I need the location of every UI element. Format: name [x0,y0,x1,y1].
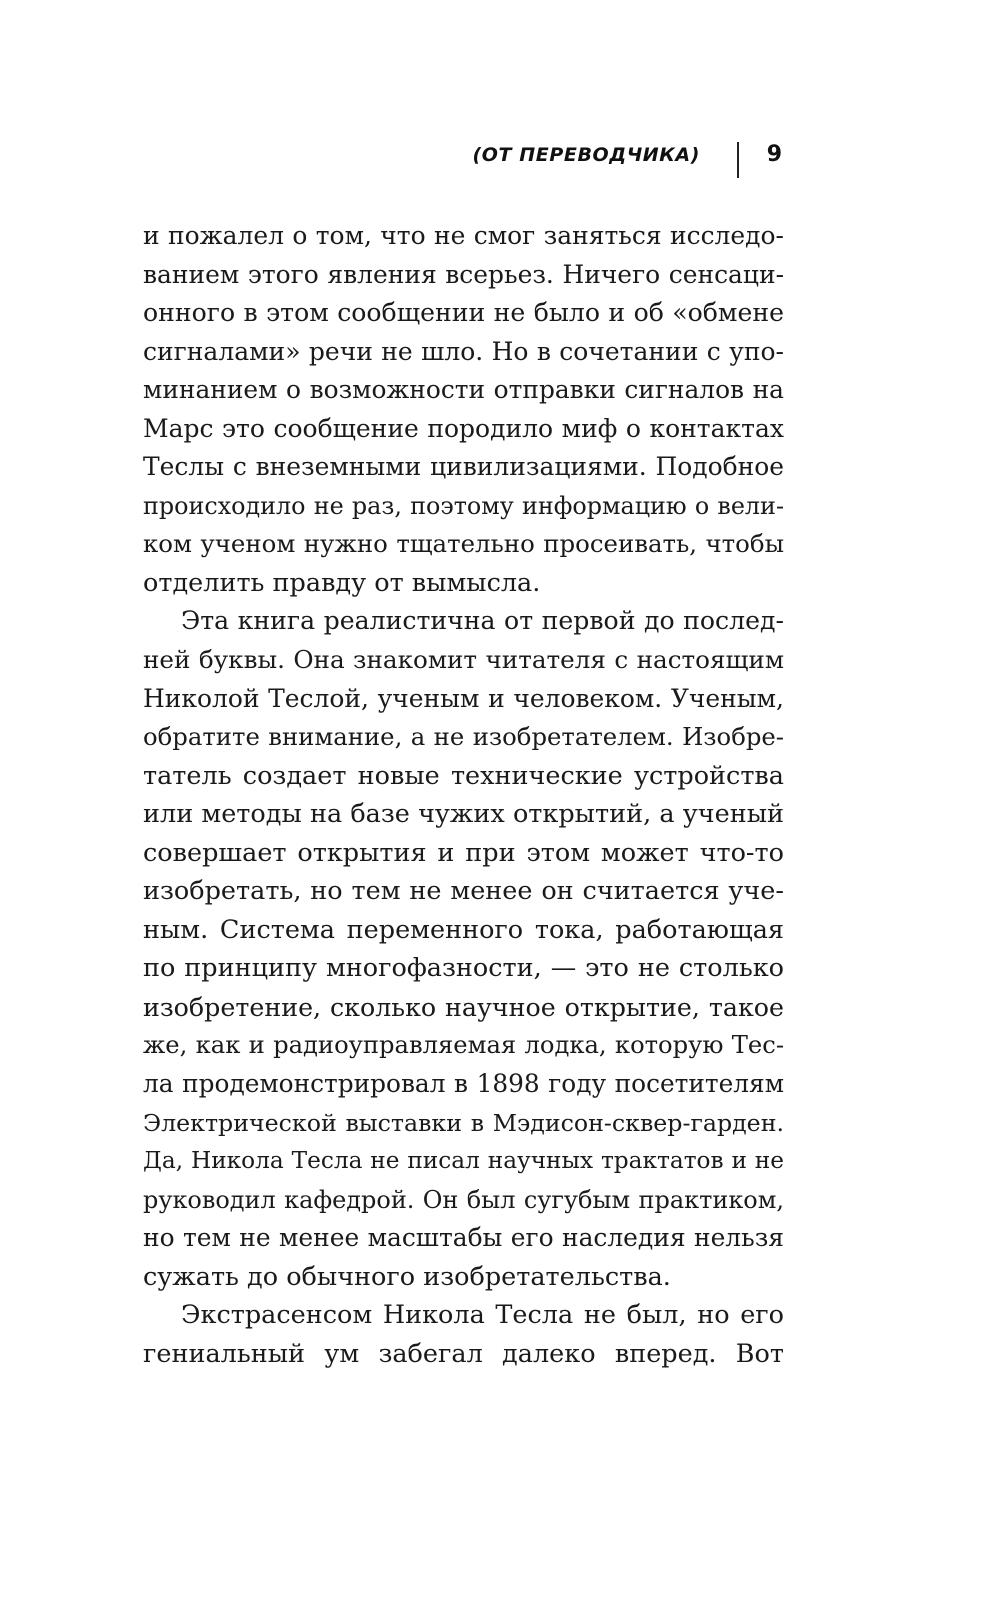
running-header [470,139,786,179]
text-line: минанием о возможности отправки сигналов на [143,375,784,405]
text-line: же, как и радиоуправляемая лодка, которую Тес- [143,1031,784,1060]
text-line: но тем не менее масштабы его наследия нельзя [143,1223,784,1253]
header-divider [737,142,739,178]
text-line: обратите внимание, а не изобретателем. Изобре- [143,722,784,752]
text-line: Да, Никола Тесла не писал научных трактатов и не [143,1147,784,1175]
text-line: совершает открытия и при этом может что-то [143,837,784,868]
text-line: ла продемонстрировал в 1898 году посетителям [143,1069,784,1099]
text-line: Теслы с внеземными цивилизациями. Подобное [143,452,784,482]
running-title: (ОТ ПЕРЕВОДЧИКА) [472,144,700,166]
paragraph-first-line: Эта книга реалистична от первой до послед- [181,606,784,636]
page-number: 9 [766,142,782,167]
text-line: или методы на базе чужих открытий, а ученый [143,799,784,830]
text-line: происходило не раз, поэтому информацию о вели- [143,491,784,520]
text-line: Электрической выставки в Мэдисон-сквер-гарден. [143,1108,784,1137]
text-line: гениальный ум забегал далеко вперед. Вот [143,1338,784,1369]
text-line: ком ученом нужно тщательно просеивать, чтобы [143,529,784,559]
text-line: татель создает новые технические устройства [143,760,784,791]
text-line: Николой Теслой, ученым и человеком. Ученым, [143,683,784,713]
text-line: изобретать, но тем не менее он считается уче- [143,876,784,907]
text-line: и пожалел о том, что не смог заняться исследо- [143,221,784,250]
text-line: Марс это сообщение породило миф о контактах [143,413,784,443]
body-text [143,217,784,1373]
text-line: отделить правду от вымысла. [143,567,541,598]
text-line: руководил кафедрой. Он был сугубым практиком, [143,1185,784,1214]
text-line: изобретение, сколько научное открытие, такое [143,991,784,1022]
paragraph-first-line: Экстрасенсом Никола Тесла не был, но его [181,1300,784,1331]
text-line: сигналами» речи не шло. Но в сочетании с упо- [143,336,784,366]
text-line: ней буквы. Она знакомит читателя с настоящим [143,645,784,675]
text-line: сужать до обычного изобретательства. [143,1261,671,1292]
text-line: по принципу многофазности, — это не столько [143,953,784,984]
text-line: онного в этом сообщении не было и об «обмене [143,298,784,328]
text-line: ванием этого явления всерьез. Ничего сенсаци- [143,259,784,289]
text-line: ным. Система переменного тока, работающая [143,914,784,945]
